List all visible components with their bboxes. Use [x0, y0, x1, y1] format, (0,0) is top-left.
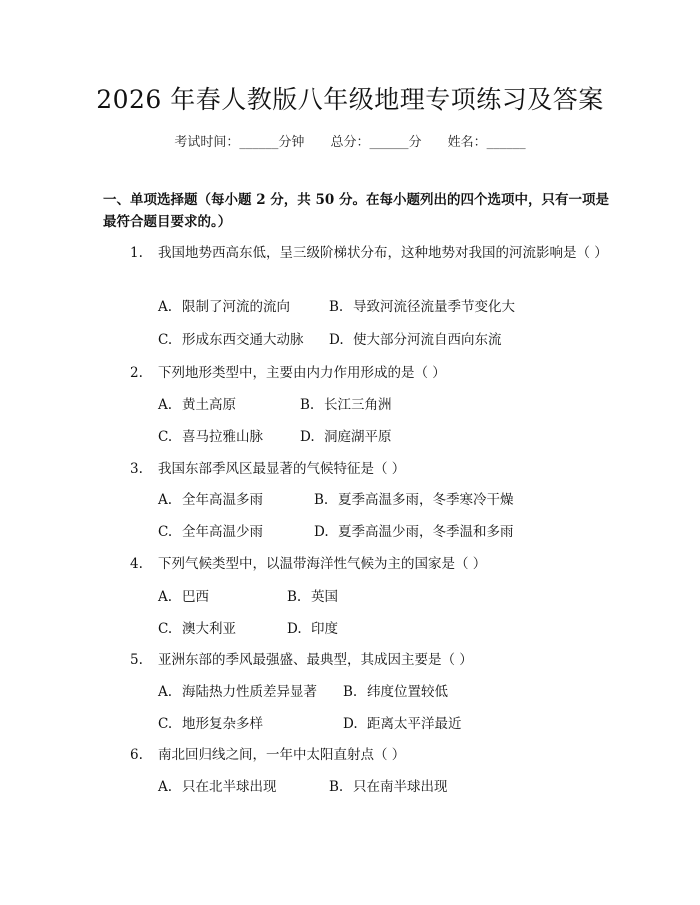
question-3	[130, 457, 405, 477]
question-text: 下列气候类型中，以温带海洋性气候为主的国家是（ ）	[158, 556, 487, 572]
option-a: A. 限制了河流的流向	[158, 299, 290, 315]
total-score-field: 总分：______分	[330, 135, 422, 150]
option-c: C. 地形复杂多样	[158, 716, 263, 732]
option-b: B. 纬度位置较低	[343, 684, 448, 700]
question-text: 下列地形类型中，主要由内力作用形成的是（ ）	[158, 365, 446, 381]
question-6	[130, 743, 405, 763]
question-5	[130, 648, 473, 668]
question-number: 4.	[130, 556, 143, 572]
question-number: 1.	[130, 245, 143, 261]
question-text: 南北回归线之间，一年中太阳直射点（ ）	[158, 747, 406, 763]
option-b: B. 英国	[287, 589, 338, 605]
option-b: B. 只在南半球出现	[329, 779, 448, 795]
option-d: D. 使大部分河流自西向东流	[329, 332, 502, 348]
question-text: 亚洲东部的季风最强盛、最典型，其成因主要是（ ）	[158, 652, 473, 668]
section-heading: 一、单项选择题（每小题 2 分，共 50 分。在每小题列出的四个选项中，只有一项是最符合题目要求的。）	[103, 192, 609, 230]
option-d: D. 距离太平洋最近	[343, 716, 462, 732]
option-b: B. 长江三角洲	[300, 397, 392, 413]
option-a: A. 巴西	[158, 589, 209, 605]
question-4	[130, 552, 486, 572]
option-a: A. 海陆热力性质差异显著	[158, 684, 317, 700]
option-c: C. 全年高温少雨	[158, 524, 263, 540]
option-a: A. 全年高温多雨	[158, 492, 263, 508]
option-a: A. 只在北半球出现	[158, 779, 277, 795]
option-c: C. 澳大利亚	[158, 621, 236, 637]
student-name-field: 姓名：______	[447, 135, 526, 150]
option-b: B. 夏季高温多雨，冬季寒冷干燥	[314, 492, 514, 508]
question-2	[130, 361, 446, 381]
option-b: B. 导致河流径流量季节变化大	[329, 299, 515, 315]
question-number: 3.	[130, 461, 143, 477]
question-number: 6.	[130, 747, 143, 763]
exam-meta	[0, 131, 700, 150]
option-a: A. 黄土高原	[158, 397, 236, 413]
option-d: D. 印度	[287, 621, 338, 637]
page-title: 2026 年春人教版八年级地理专项练习及答案	[96, 85, 604, 114]
question-number: 2.	[130, 365, 143, 381]
question-text: 我国东部季风区最显著的气候特征是（ ）	[158, 461, 406, 477]
exam-time-field: 考试时间：______分钟	[174, 135, 305, 150]
question-1	[103, 242, 613, 265]
question-number: 5.	[130, 652, 143, 668]
option-d: D. 夏季高温少雨，冬季温和多雨	[314, 524, 514, 540]
option-c: C. 形成东西交通大动脉	[158, 332, 304, 348]
option-c: C. 喜马拉雅山脉	[158, 429, 263, 445]
option-d: D. 洞庭湖平原	[300, 429, 392, 445]
question-text: 我国地势西高东低，呈三级阶梯状分布，这种地势对我国的河流影响是（ ）	[158, 245, 608, 261]
